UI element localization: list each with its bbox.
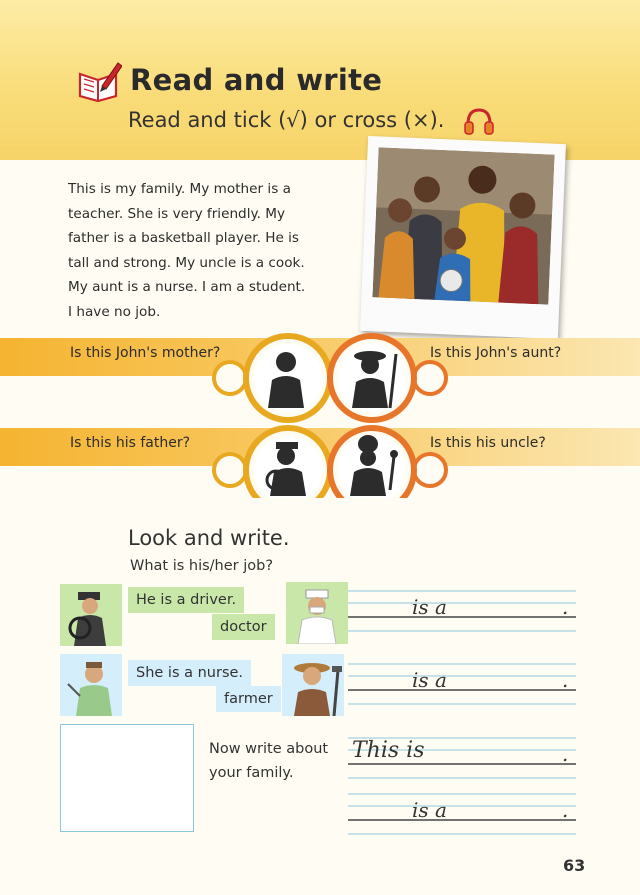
handwriting-is-a: is a [412,668,447,692]
answer-lines-4[interactable] [348,790,576,846]
section-title: Read and write [130,63,383,97]
word-farmer: farmer [216,686,281,712]
write-about-line-2: your family. [209,765,294,781]
period: . [562,595,569,619]
reading-line: teacher. She is very friendly. My [68,205,285,222]
period: . [562,668,569,692]
instruction-text: Read and tick (√) or cross (×). [128,108,445,132]
period: . [562,798,569,822]
answer-rings [200,330,460,498]
answer-lines-1[interactable] [348,587,576,643]
handwriting-lines [348,660,576,712]
write-about-instruction [209,737,328,785]
handwriting-is-a: is a [412,798,447,822]
look-and-write-title: Look and write. [128,526,290,550]
reading-line: This is my family. My mother is a [68,181,291,197]
answer-lines-2[interactable] [348,660,576,716]
family-photo [360,136,566,339]
ring-farmer[interactable] [330,336,414,420]
ring-teacher[interactable] [246,336,330,420]
word-doctor: doctor [212,614,275,640]
reading-passage [68,177,368,324]
question-aunt: Is this John's aunt? [430,345,562,361]
handwriting-lines [348,587,576,639]
write-about-line-1: Now write about [209,741,329,757]
doctor-picture [286,582,348,644]
example-sentence-nurse: She is a nurse. [128,660,251,686]
example-sentence-driver: He is a driver. [128,587,244,613]
answer-lines-3[interactable] [348,734,576,790]
reading-line: My aunt is a nurse. I am a student. [68,279,306,295]
question-uncle: Is this his uncle? [430,435,546,451]
headphones-icon[interactable] [462,104,496,138]
book-pencil-icon [76,60,122,102]
handwriting-is-a: is a [412,595,447,619]
period: . [562,742,569,766]
reading-line: tall and strong. My uncle is a cook. [68,254,305,271]
question-mother: Is this John's mother? [70,345,221,361]
driver-picture [60,584,122,646]
ring-cook[interactable] [330,428,414,498]
reading-line: I have no job. [68,303,161,320]
handwriting-lines [348,790,576,842]
ring-driver[interactable] [246,428,330,498]
family-illustration [372,147,554,304]
farmer-picture [282,654,344,716]
page-number: 63 [563,856,586,875]
nurse-picture [60,654,122,716]
look-and-write-question: What is his/her job? [130,558,274,574]
drawing-box[interactable] [60,724,194,832]
question-father: Is this his father? [70,435,191,451]
reading-line: father is a basketball player. He is [68,230,300,246]
handwriting-this-is: This is [352,738,425,763]
